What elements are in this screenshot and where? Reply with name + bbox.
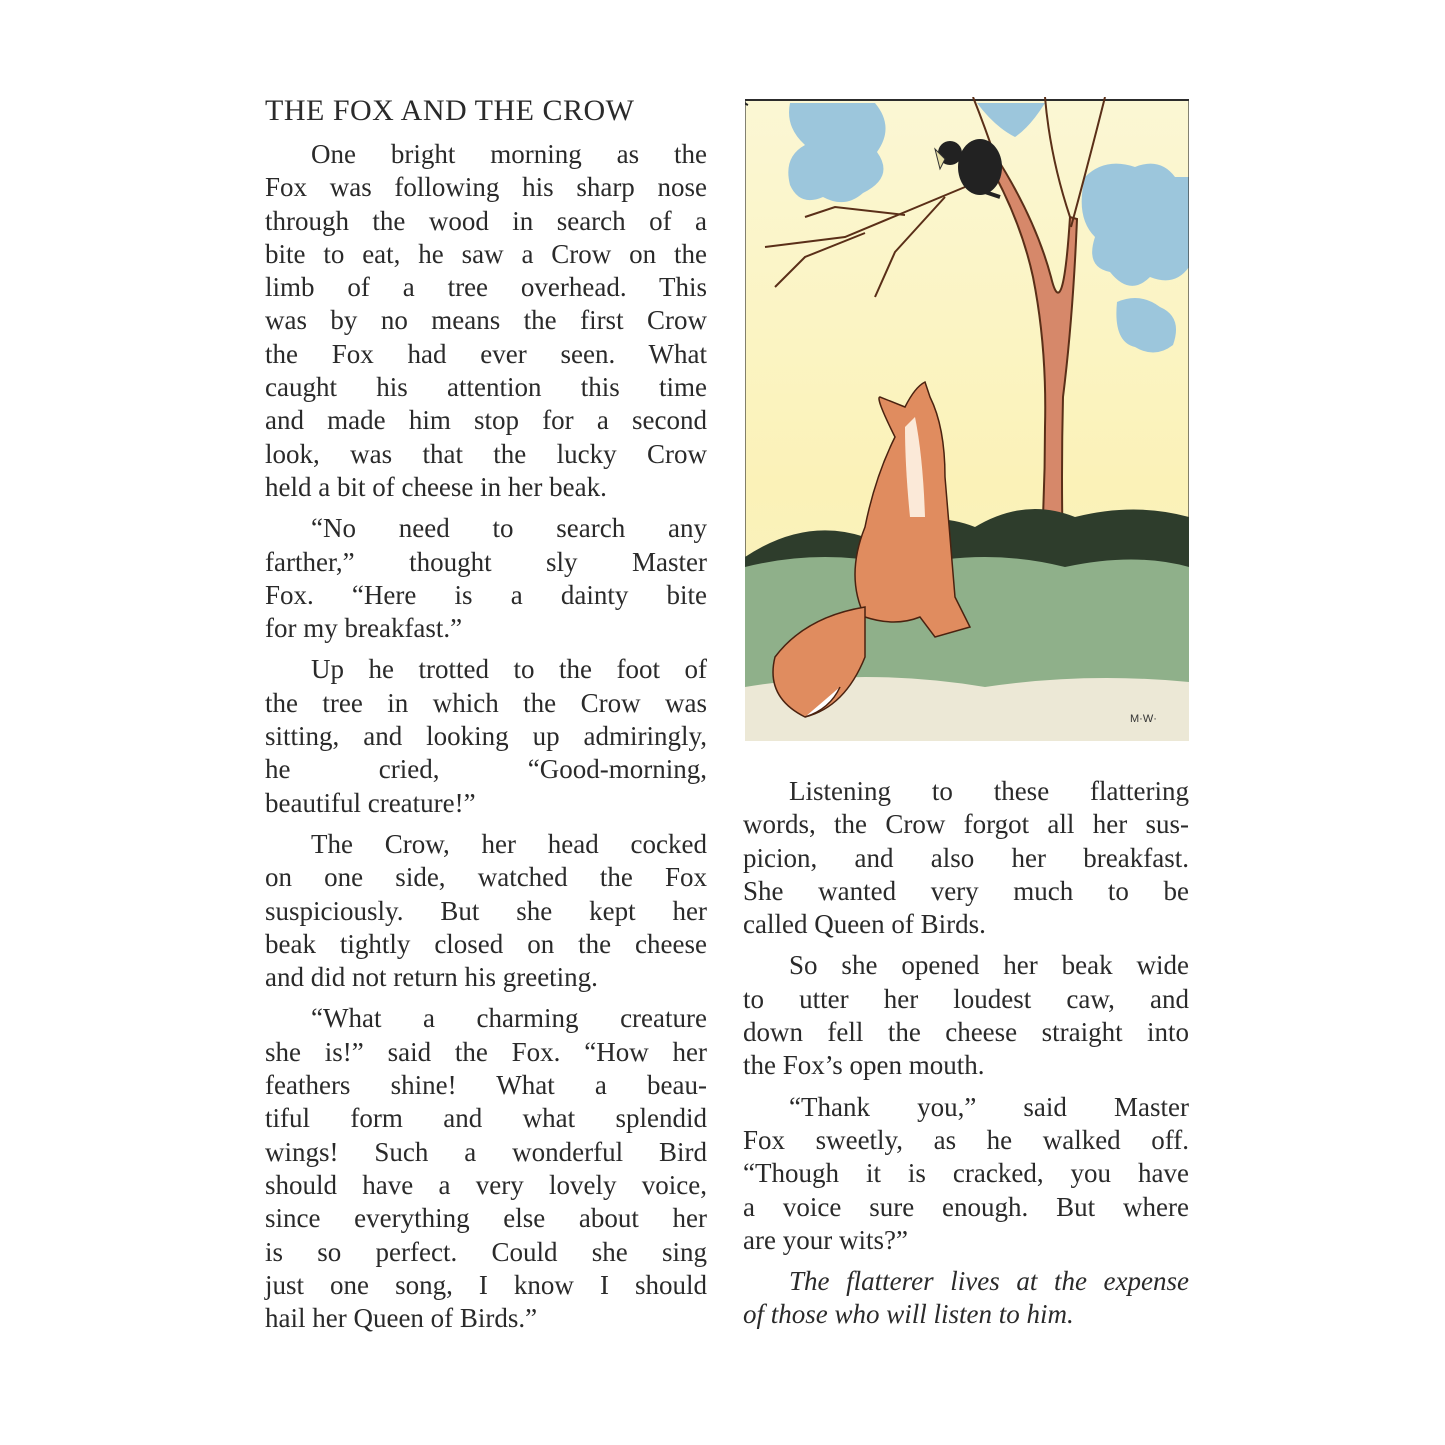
text-line: farther,” thought sly Master: [265, 546, 707, 577]
text-line: and made him stop for a second: [265, 405, 707, 436]
text-line: through the wood in search of a: [265, 205, 707, 236]
text-line: So she opened her beak wide: [789, 950, 1189, 981]
paragraph: [265, 138, 707, 504]
text-line: she is!” said the Fox. “How her: [265, 1036, 707, 1067]
text-line: The Crow, her head cocked: [311, 828, 707, 859]
illustration-signature: M·W·: [1130, 713, 1157, 725]
text-line: “What a charming creature: [311, 1003, 707, 1034]
text-line: hail her Queen of Birds.”: [265, 1303, 538, 1334]
text-line: are your wits?”: [743, 1224, 908, 1255]
paragraph: [743, 775, 1189, 941]
text-line: held a bit of cheese in her beak.: [265, 471, 607, 502]
text-line: down fell the cheese straight into: [743, 1017, 1189, 1048]
text-line: Up he trotted to the foot of: [311, 654, 707, 685]
left-column: [265, 92, 707, 1343]
text-line: She wanted very much to be: [743, 875, 1189, 906]
paragraph: [265, 828, 707, 994]
text-line: picion, and also her breakfast.: [743, 842, 1189, 873]
text-line: Fox was following his sharp nose: [265, 172, 707, 203]
moral: [743, 1265, 1189, 1332]
text-line: suspiciously. But she kept her: [265, 895, 707, 926]
text-line: words, the Crow forgot all her sus-: [743, 809, 1189, 840]
text-line: a voice sure enough. But where: [743, 1191, 1189, 1222]
right-body: [743, 775, 1189, 1257]
text-line: on one side, watched the Fox: [265, 862, 707, 893]
text-line: he cried, “Good-morning,: [265, 754, 707, 785]
story-title: THE FOX AND THE CROW: [265, 94, 635, 127]
text-line: caught his attention this time: [265, 372, 707, 403]
text-line: limb of a tree overhead. This: [265, 272, 707, 303]
text-line: the Fox’s open mouth.: [743, 1050, 985, 1081]
paragraph: [743, 1091, 1189, 1257]
text-line: beak tightly closed on the cheese: [265, 928, 707, 959]
text-line: called Queen of Birds.: [743, 909, 986, 940]
paragraph: [265, 653, 707, 819]
right-column: [743, 775, 1189, 1340]
text-line: should have a very lovely voice,: [265, 1169, 707, 1200]
text-line: “No need to search any: [311, 513, 707, 544]
text-line: “Thank you,” said Master: [789, 1091, 1189, 1122]
text-line: was by no means the first Crow: [265, 305, 707, 336]
paragraph: [265, 1002, 707, 1335]
text-line: Fox sweetly, as he walked off.: [743, 1124, 1189, 1155]
text-line: the tree in which the Crow was: [265, 687, 707, 718]
paragraph: [265, 512, 707, 645]
text-line: Fox. “Here is a dainty bite: [265, 579, 707, 610]
text-line: One bright morning as the: [311, 139, 707, 169]
text-line: feathers shine! What a beau-: [265, 1070, 707, 1101]
text-line: since everything else about her: [265, 1203, 707, 1234]
text-line: just one song, I know I should: [265, 1269, 707, 1300]
text-line: is so perfect. Could she sing: [265, 1236, 707, 1267]
text-line: sitting, and looking up admiringly,: [265, 721, 707, 752]
text-line: to utter her loudest caw, and: [743, 983, 1189, 1014]
text-line: wings! Such a wonderful Bird: [265, 1136, 707, 1167]
text-line: beautiful creature!”: [265, 787, 476, 818]
text-line: tiful form and what splendid: [265, 1103, 707, 1134]
fox-and-crow-illustration: [745, 97, 1189, 741]
text-line: Listening to these flattering: [789, 776, 1189, 806]
moral-line: of those who will listen to him.: [743, 1299, 1074, 1330]
text-line: “Though it is cracked, you have: [743, 1158, 1189, 1189]
paragraph: [743, 949, 1189, 1082]
text-line: for my breakfast.”: [265, 613, 463, 644]
text-line: bite to eat, he saw a Crow on the: [265, 238, 707, 269]
text-line: and did not return his greeting.: [265, 962, 598, 993]
text-line: the Fox had ever seen. What: [265, 338, 707, 369]
moral-line: The flatterer lives at the expense: [789, 1266, 1189, 1297]
text-line: look, was that the lucky Crow: [265, 438, 707, 469]
left-body: [265, 138, 707, 1335]
